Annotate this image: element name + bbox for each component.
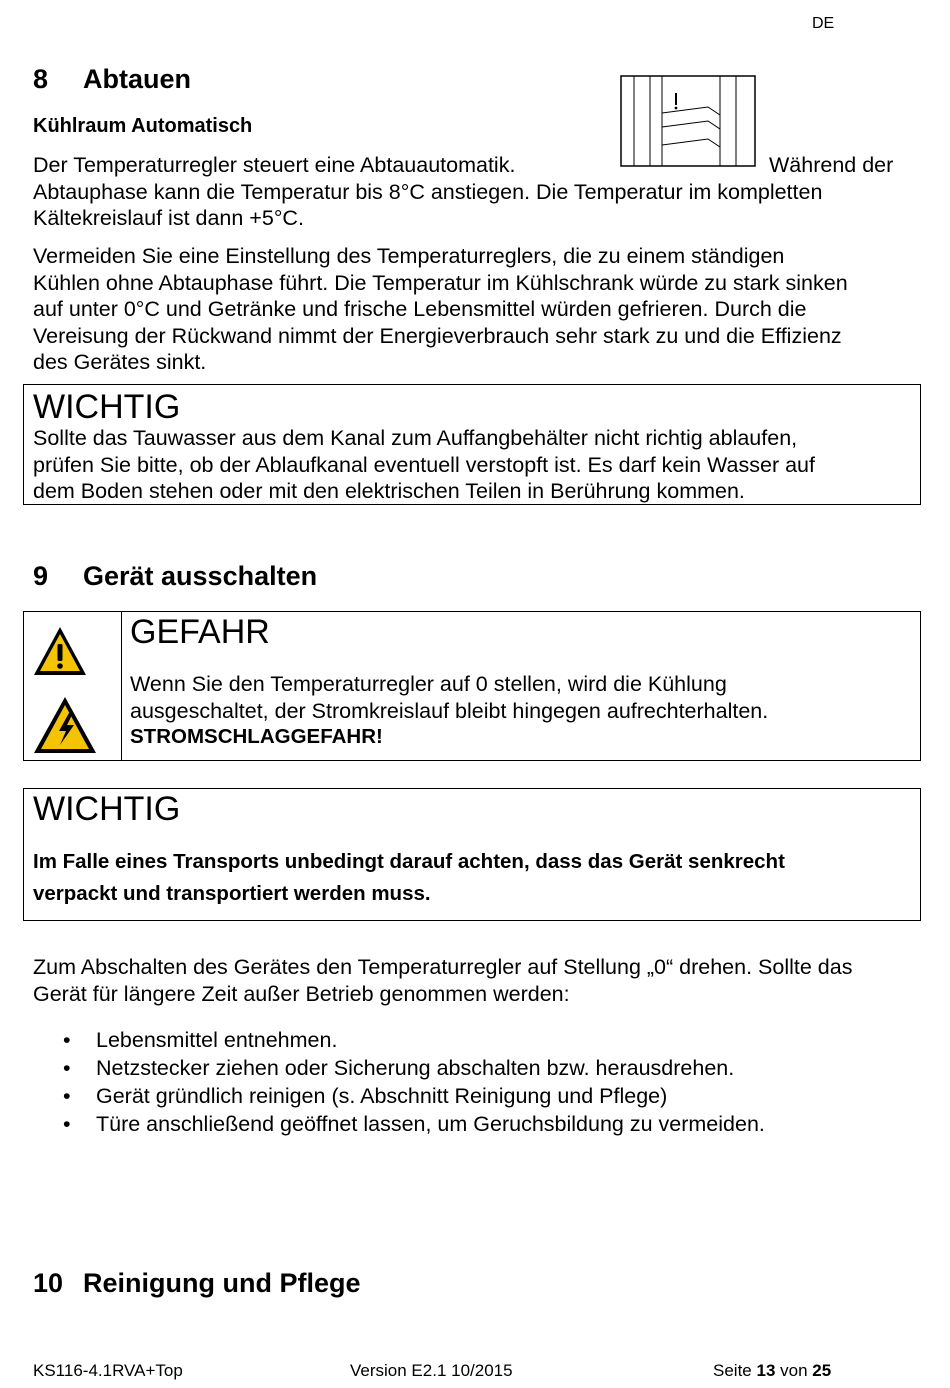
list-item: • Gerät gründlich reinigen (s. Abschnitt Reinigung und Pflege) bbox=[33, 1082, 765, 1110]
footer-model: KS116-4.1RVA+Top bbox=[33, 1361, 183, 1380]
list-item: • Netzstecker ziehen oder Sicherung abschalten bzw. herausdrehen. bbox=[33, 1054, 765, 1082]
important-title: WICHTIG bbox=[33, 790, 181, 828]
paragraph-line: Kühlen ohne Abtauphase führt. Die Temperatur im Kühlschrank würde zu stark sinken bbox=[33, 270, 848, 295]
footer-version: Version E2.1 10/2015 bbox=[350, 1361, 513, 1380]
list-item: • Türe anschließend geöffnet lassen, um Geruchsbildung zu vermeiden. bbox=[33, 1110, 765, 1138]
danger-warning-bold: STROMSCHLAGGEFAHR! bbox=[130, 725, 383, 748]
paragraph-line: Der Temperaturregler steuert eine Abtauautomatik. bbox=[33, 153, 516, 177]
section-title: Abtauen bbox=[83, 64, 191, 94]
high-voltage-icon bbox=[32, 695, 98, 755]
paragraph-line: dem Boden stehen oder mit den elektrischen Teilen in Berührung kommen. bbox=[33, 479, 745, 503]
footer-page-number bbox=[713, 1361, 831, 1381]
paragraph-line: Gerät für längere Zeit außer Betrieb genommen werden: bbox=[33, 981, 570, 1006]
page-separator: von bbox=[780, 1361, 808, 1380]
important-box-transport bbox=[23, 788, 921, 921]
page-label: Seite bbox=[713, 1361, 752, 1380]
paragraph-line: Wenn Sie den Temperaturregler auf 0 stellen, wird die Kühlung bbox=[130, 672, 727, 696]
shutdown-steps-list bbox=[33, 1026, 765, 1138]
warning-exclamation-icon bbox=[32, 625, 88, 677]
section-title: Reinigung und Pflege bbox=[83, 1268, 361, 1298]
paragraph-line: Vereisung der Rückwand nimmt der Energieverbrauch sehr stark zu und die Effizienz bbox=[33, 323, 842, 348]
section-number: 8 bbox=[33, 64, 49, 94]
paragraph-vermeiden bbox=[33, 243, 917, 376]
section-number: 9 bbox=[33, 561, 49, 591]
section-8-heading bbox=[33, 64, 191, 95]
danger-text bbox=[130, 671, 910, 751]
important-title: WICHTIG bbox=[33, 388, 181, 426]
paragraph-line: Kältekreislauf ist dann +5°C. bbox=[33, 206, 304, 230]
section-number: 10 bbox=[33, 1268, 64, 1298]
paragraph-line: Während der bbox=[769, 153, 894, 177]
total-pages: 25 bbox=[812, 1361, 832, 1380]
current-page: 13 bbox=[756, 1361, 776, 1380]
paragraph-line: ausgeschaltet, der Stromkreislauf bleibt hingegen aufrechterhalten. bbox=[130, 698, 769, 723]
paragraph-line: prüfen Sie bitte, ob der Ablaufkanal eventuell verstopft ist. Es darf kein Wasser auf bbox=[33, 452, 815, 477]
important-box-tauwasser bbox=[23, 384, 921, 505]
paragraph-abtauautomatik bbox=[33, 152, 917, 232]
section-title: Gerät ausschalten bbox=[83, 561, 318, 591]
paragraph-line: Sollte das Tauwasser aus dem Kanal zum Auffangbehälter nicht richtig ablaufen, bbox=[33, 426, 798, 450]
paragraph-abschalten bbox=[33, 954, 933, 1007]
paragraph-line: auf unter 0°C und Getränke und frische Lebensmittel würden gefrieren. Durch die bbox=[33, 297, 807, 321]
list-item: • Lebensmittel entnehmen. bbox=[33, 1026, 765, 1054]
danger-title: GEFAHR bbox=[130, 613, 270, 651]
paragraph-line: Im Falle eines Transports unbedingt darauf achten, dass das Gerät senkrecht bbox=[33, 850, 785, 873]
subheading-kuehlraum: Kühlraum Automatisch bbox=[33, 115, 253, 137]
paragraph-line: Abtauphase kann die Temperatur bis 8°C anstiegen. Die Temperatur im kompletten bbox=[33, 179, 823, 204]
section-10-heading bbox=[33, 1268, 361, 1299]
important-text bbox=[33, 425, 913, 505]
language-code: DE bbox=[812, 15, 835, 32]
paragraph-line: Zum Abschalten des Gerätes den Temperaturregler auf Stellung „0“ drehen. Sollte das bbox=[33, 955, 853, 979]
section-9-heading bbox=[33, 561, 317, 592]
paragraph-line: des Gerätes sinkt. bbox=[33, 350, 207, 374]
important-text bbox=[33, 846, 913, 910]
danger-icons-cell bbox=[23, 611, 122, 760]
paragraph-line: verpackt und transportiert werden muss. bbox=[33, 882, 431, 905]
paragraph-line: Vermeiden Sie eine Einstellung des Temperaturreglers, die zu einem ständigen bbox=[33, 244, 785, 268]
